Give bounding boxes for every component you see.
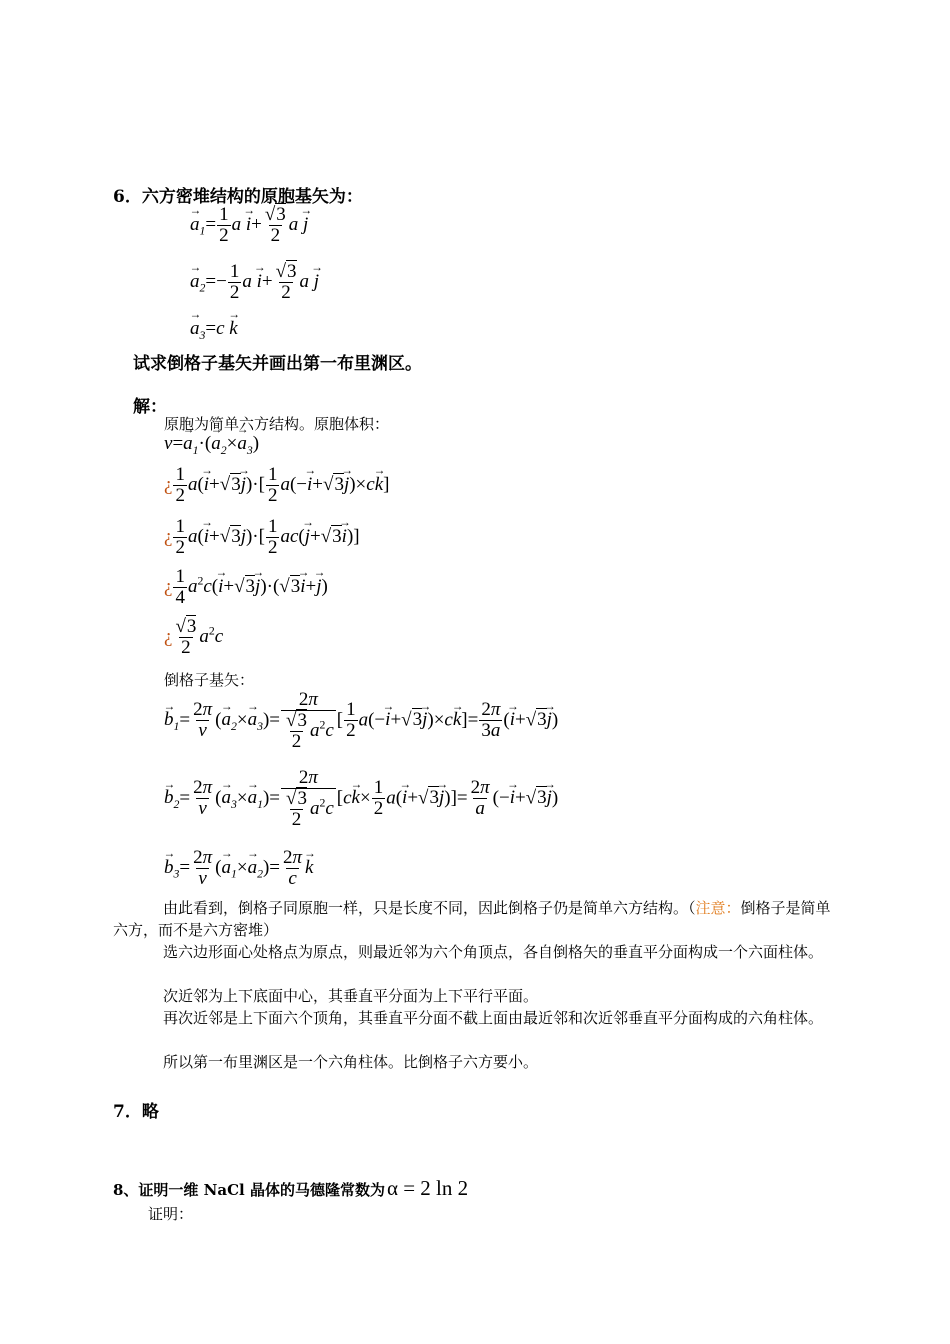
problem-6-heading: 6．六方密堆结构的原胞基矢为：	[113, 187, 363, 207]
solution-label: 解：	[133, 397, 167, 417]
volume-result: ¿ $\frac{√3}{2}$ $a^2c$	[164, 616, 224, 658]
volume-step-3: ¿ $\frac{1}{4}$ $a^2c(\to i+√3\to j)\cdot(√3\to i+\to j)$	[164, 567, 328, 608]
conclusion-paragraph-2: 选六边形面心处格点为原点，则最近邻为六个角顶点，各自倒格矢的垂直平分面构成一个六面柱体。	[163, 943, 824, 961]
volume-definition: $v=\to a_1\cdot(\to a_2\times\to a_3)$	[164, 434, 259, 457]
conclusion-paragraph-3: 次近邻为上下底面中心，其垂直平分面为上下平行平面。	[163, 987, 539, 1005]
problem-6-task: 试求倒格子基矢并画出第一布里渊区。	[133, 354, 422, 374]
equation-a2: → $a_2=-$ $\frac{1}{2}$ a → i+ $\frac{√3}{2}$ a → j	[190, 262, 319, 303]
equation-b3: → $b_3=$ $\frac{2\pi}{v}$ (→ $a_1\times\to a_2)=$ $\frac{2\pi}{c}$ → k	[164, 848, 313, 889]
conclusion-paragraph-4: 再次近邻是上下面六个顶角，其垂直平分面不截上面由最近邻和次近邻垂直平分面构成的六角柱体。	[163, 1009, 824, 1027]
proof-label: 证明：	[148, 1205, 194, 1223]
equation-a3: → $a_3=c \to k$	[190, 319, 238, 342]
solution-intro: 原胞为简单六方结构。原胞体积：	[164, 415, 390, 433]
volume-step-1: ¿ $\frac{1}{2}$ a(→ i+√3→ j)·[ $\frac{1}{2}$ a(−→ i+√3→ j)×c→ k]	[164, 465, 389, 506]
problem-8-heading: 8、证明一维 NaCl 晶体的马德隆常数为α = 2 ln 2	[113, 1176, 469, 1200]
reciprocal-label: 倒格子基矢：	[164, 671, 255, 689]
conclusion-paragraph-5: 所以第一布里渊区是一个六角柱体。比倒格子六方要小。	[163, 1053, 539, 1071]
equation-a1: → $a_1=$ $\frac{1}{2}$ a → i+ $\frac{√3}{2}$ a → j	[190, 205, 308, 246]
problem-7-heading: 7．略	[113, 1102, 159, 1122]
conclusion-paragraph-1: 由此看到，倒格子同原胞一样，只是长度不同，因此倒格子仍是简单六方结构。（注意：倒格子是简单六方，而不是六方密堆）	[113, 899, 831, 939]
equation-b1: → $b_1=$ $\frac{2\pi}{v}$ (→ $a_2\times\to a_3)=$ 2π $\frac{√3}{2}$ $a^2c$ [ $\frac{1}{2}$ a(−→ i+√3→ j)×c→ k]= $\frac{2\pi}{3a}$ (→ i+√3→ j)	[164, 690, 558, 752]
equation-b2: → $b_2=$ $\frac{2\pi}{v}$ (→ $a_3\times\to a_1)=$ 2π $\frac{√3}{2}$ $a^2c$ [c→ k× $\frac{1}{2}$ a(→ i+√3→ j)]= $\frac{2\pi}{a}$ (−→ i+√3→ j)	[164, 768, 558, 830]
madelung-formula: α = 2 ln 2	[386, 1176, 469, 1200]
note-label: 注意：	[695, 899, 741, 917]
volume-step-2: ¿ $\frac{1}{2}$ a(→ i+√3j)·[ $\frac{1}{2}$ ac(→ j+√3→ i)]	[164, 517, 360, 558]
